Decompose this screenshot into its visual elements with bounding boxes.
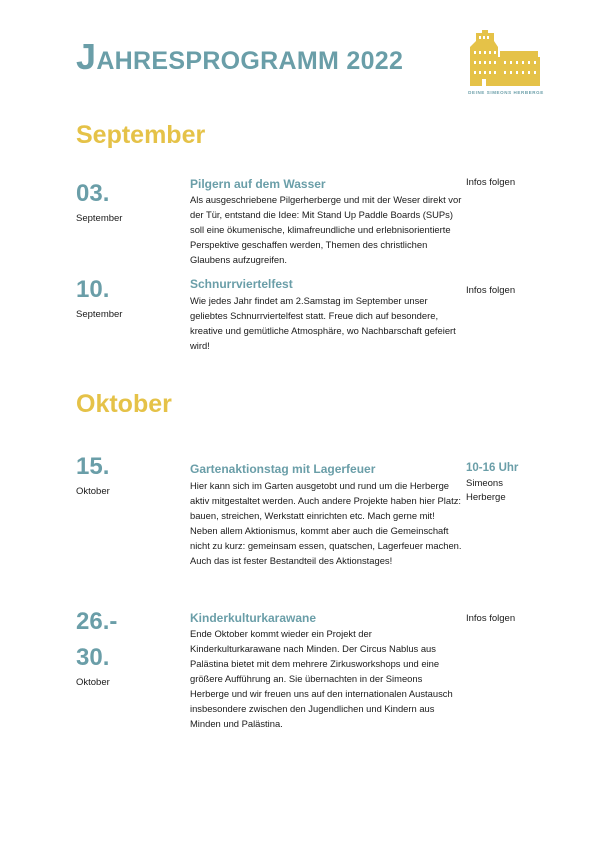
event-month: September bbox=[76, 213, 123, 224]
event-info: Infos folgen bbox=[466, 613, 516, 624]
page-title-rest: AHRESPROGRAMM 2022 bbox=[96, 47, 404, 75]
event-month: Oktober bbox=[76, 486, 110, 497]
event-day: 30. bbox=[76, 644, 110, 671]
event-day: 26.- bbox=[76, 608, 118, 635]
event-info: Infos folgen bbox=[466, 177, 516, 188]
event-title: Kinderkulturkarawane bbox=[190, 611, 317, 625]
logo-text: DEINE SIMEONS HERBERGE bbox=[468, 90, 544, 95]
building-icon bbox=[466, 27, 546, 87]
event-description: Als ausgeschriebene Pilgerherberge und mit der Weser direkt vor der Tür, entstand die Idee: Mit Stand Up Paddle Boards (SUPs) soll eine ökumenische, klimafreundliche und erlebnisorientierte Perspektive geschaffen werden, Themen des christlichen Glaubens aufzugreifen. bbox=[190, 194, 462, 265]
event-description: Wie jedes Jahr findet am 2.Samstag im September unser geliebtes Schnurrviertelfest statt. Freue dich auf besondere, kreative und gemütliche Atmosphäre, wo Nachbarschaft gefeiert wird! bbox=[190, 295, 456, 351]
logo bbox=[466, 27, 546, 99]
month-heading-oktober: Oktober bbox=[76, 390, 172, 418]
event-description: Ende Oktober kommt wieder ein Projekt der Kinderkulturkarawane nach Minden. Der Circus Nablus aus Palästina bietet mit dem mehrere Zirkusworkshops und eine größere Aufführung an. Sie übernachten in der Simeons Herberge und wir freuen uns auf den internationalen Austausch insbesondere zwischen den Jugendlichen und Kindern aus Minden und Palästina. bbox=[190, 628, 453, 729]
event-title: Schnurrviertelfest bbox=[190, 277, 293, 291]
event-title: Pilgern auf dem Wasser bbox=[190, 177, 326, 191]
event-title: Gartenaktionstag mit Lagerfeuer bbox=[190, 462, 376, 476]
event-time: 10-16 Uhr bbox=[466, 462, 519, 474]
event-description: Hier kann sich im Garten ausgetobt und rund um die Herberge aktiv mitgestaltet werden. Auch andere Projekte haben hier Platz: bauen, streichen, Werkstatt einrichten etc. Mach gerne mit! Neben allem Aktionismus, kommt aber auch die Gemeinschaft nicht zu kurz: gemeinsam essen, quatschen, Lagerfeuer machen. Auch das ist fester Bestandteil des Aktionstages! bbox=[190, 480, 462, 566]
page-title-initial: J bbox=[76, 36, 97, 77]
event-day: 03. bbox=[76, 180, 110, 207]
event-month: September bbox=[76, 309, 123, 320]
month-heading-september: September bbox=[76, 121, 206, 149]
event-month: Oktober bbox=[76, 677, 110, 688]
event-location bbox=[466, 477, 506, 505]
event-location-line: Herberge bbox=[466, 492, 506, 503]
event-location-line: Simeons bbox=[466, 478, 503, 489]
page-title bbox=[76, 36, 404, 77]
event-day: 10. bbox=[76, 276, 110, 303]
event-day: 15. bbox=[76, 453, 110, 480]
event-info: Infos folgen bbox=[466, 285, 516, 296]
